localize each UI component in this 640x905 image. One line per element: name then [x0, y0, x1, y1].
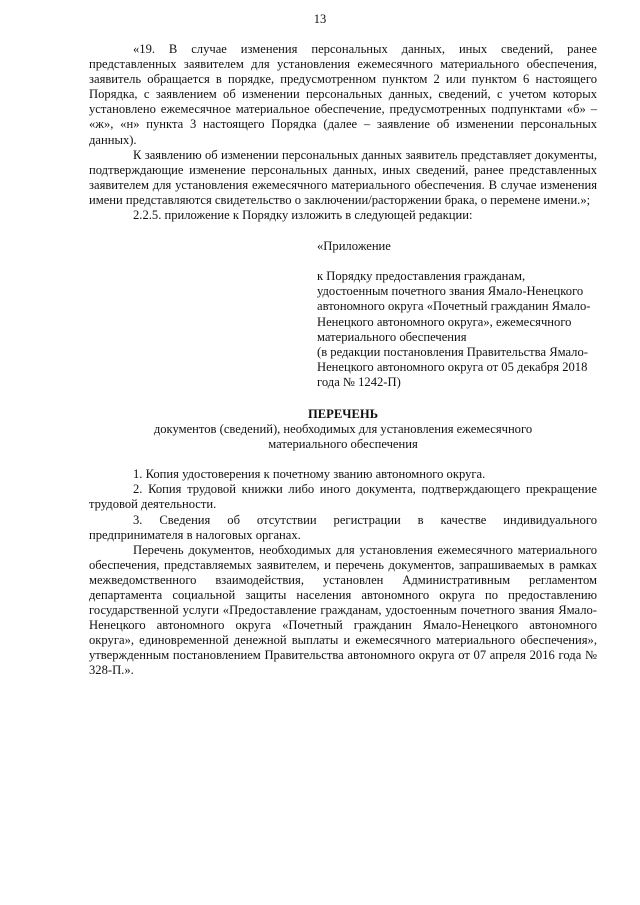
appendix-title: «Приложение — [317, 239, 391, 254]
list-item: 2. Копия трудовой книжки либо иного документа, подтверждающего прекращение трудовой деятельности. — [89, 482, 597, 512]
appendix-edition-note: (в редакции постановления Правительства Ямало-Ненецкого автономного округа от 05 декабря 2018 года № 1242-П) — [317, 344, 588, 389]
page-number: 13 — [313, 12, 327, 26]
paragraph-documents: К заявлению об изменении персональных данных заявитель представляет документы, подтверждающие изменение персональных данных, иных сведений, ранее представленных заявителем для установления ежемесячного материального обеспечения. В случае изменения имени представляются свидетельство о заключении/расторжении брака, о перемене имени.»; — [89, 147, 597, 207]
paragraph-2-2-5: 2.2.5. приложение к Порядку изложить в следующей редакции: — [133, 208, 473, 223]
paragraph-19: «19. В случае изменения персональных данных, иных сведений, ранее представленных заявителем для установления ежемесячного материального обеспечения, заявитель обращается в порядке, предусмотренном пунктом 2 или пунктом 6 настоящего Порядка, с заявлением об изменении персональных данных, сведений, с учетом которых установлено ежемесячное материальное обеспечение, предусмотренных подпунктами «б» – «ж», «н» пункта 3 настоящего Порядка (далее – заявление об изменении персональных данных). — [89, 42, 597, 147]
document-list — [89, 467, 597, 678]
appendix-header — [317, 239, 599, 390]
list-closing-paragraph: Перечень документов, необходимых для установления ежемесячного материального обеспечения, представляемых заявителем, и перечень документов, запрашиваемых в рамках межведомственного взаимодействия, установлен Административным регламентом департамента социальной защиты населения автономного округа по предоставлению государственной услуги «Предоставление гражданам, удостоенным почетного звания Ямало-Ненецкого автономного округа «Почетный гражданин Ямало-Ненецкого автономного округа», единовременной денежной выплаты и ежемесячного материального обеспечения», утвержденным постановлением Правительства автономного округа от 07 апреля 2016 года № 328-П.». — [89, 542, 597, 678]
document-body — [89, 42, 597, 679]
list-title: ПЕРЕЧЕНЬ — [307, 406, 379, 421]
list-item: 1. Копия удостоверения к почетному званию автономного округа. — [133, 467, 486, 482]
appendix-body: к Порядку предоставления гражданам, удостоенным почетного звания Ямало-Ненецкого автономного округа «Почетный гражданин Ямало-Ненецкого автономного округа», ежемесячного материального обеспечения — [317, 269, 591, 344]
list-item: 3. Сведения об отсутствии регистрации в качестве индивидуального предпринимателя в налоговых органах. — [89, 512, 597, 542]
list-subtitle: документов (сведений), необходимых для установления ежемесячного материального обеспечения — [153, 422, 533, 452]
